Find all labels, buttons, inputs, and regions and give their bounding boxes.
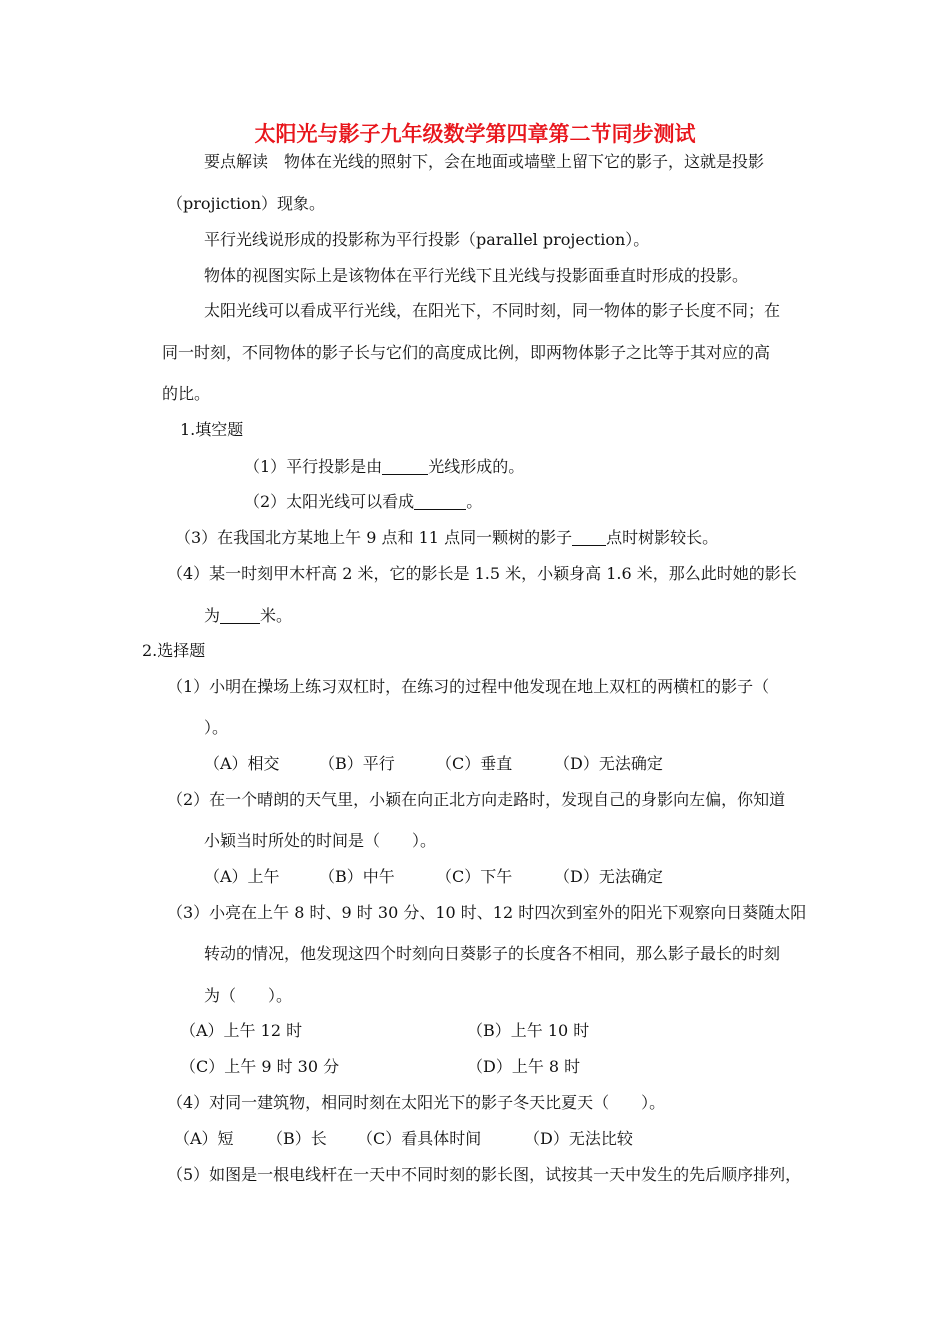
fill-q3-blank: [572, 529, 606, 546]
fill-q1-blank: [382, 458, 428, 475]
intro-line-3: 平行光线说形成的投影称为平行投影（parallel projection）。: [204, 230, 650, 249]
choice-q3-option-d: （D）上午 8 时: [467, 1057, 581, 1076]
choice-question-5: （5）如图是一根电线杆在一天中不同时刻的影长图，试按其一天中发生的先后顺序排列，: [167, 1165, 802, 1184]
choice-q1-option-a: （A）相交: [204, 754, 280, 773]
choice-question-3-cont-2: 为（ ）。: [204, 986, 293, 1005]
intro-line-5: 太阳光线可以看成平行光线，在阳光下，不同时刻，同一物体的影子长度不同；在: [204, 301, 781, 320]
choice-q4-option-c: （C）看具体时间: [357, 1129, 482, 1148]
choice-q1-option-c: （C）垂直: [436, 754, 513, 773]
choice-q2-option-a: （A）上午: [204, 867, 280, 886]
choice-q1-option-b: （B）平行: [319, 754, 395, 773]
choice-question-1: （1）小明在操场上练习双杠时，在练习的过程中他发现在地上双杠的两横杠的影子（: [167, 677, 770, 696]
choice-question-3-cont-1: 转动的情况，他发现这四个时刻向日葵影子的长度各不相同，那么影子最长的时刻: [204, 944, 781, 963]
choice-question-1-cont: ）。: [204, 718, 229, 737]
choice-question-2-cont: 小颖当时所处的时间是（ ）。: [204, 831, 437, 850]
choice-question-3: （3）小亮在上午 8 时、9 时 30 分、10 时、12 时四次到室外的阳光下观察向日葵随太阳: [167, 903, 807, 922]
fill-q2-text-a: （2）太阳光线可以看成: [244, 492, 415, 511]
choice-q2-option-b: （B）中午: [319, 867, 395, 886]
fill-question-4: （4）某一时刻甲木杆高 2 米，它的影长是 1.5 米，小颖身高 1.6 米，那么此时她的影长: [167, 564, 797, 583]
intro-line-1: 要点解读 物体在光线的照射下，会在地面或墙壁上留下它的影子，这就是投影: [204, 152, 765, 171]
choice-q3-option-a: （A）上午 12 时: [180, 1021, 303, 1040]
document-title: 太阳光与影子九年级数学第四章第二节同步测试: [254, 121, 696, 146]
fill-q1-text-b: 光线形成的。: [428, 457, 525, 476]
choice-q1-option-d: （D）无法确定: [554, 754, 663, 773]
intro-line-6: 同一时刻，不同物体的影子长与它们的高度成比例，即两物体影子之比等于其对应的高: [162, 343, 771, 362]
section-fill-heading: 1.填空题: [180, 420, 244, 439]
fill-question-3: [175, 528, 718, 548]
intro-line-2: （projiction）现象。: [167, 194, 326, 213]
fill-question-1: [244, 457, 524, 477]
intro-line-7: 的比。: [162, 384, 211, 403]
fill-q3-text-a: （3）在我国北方某地上午 9 点和 11 点同一颗树的影子: [175, 528, 573, 547]
fill-q2-blank: [414, 493, 466, 510]
fill-q3-text-b: 点时树影较长。: [606, 528, 719, 547]
choice-q2-option-d: （D）无法确定: [554, 867, 663, 886]
fill-q4-blank: [220, 607, 260, 624]
choice-q4-option-b: （B）长: [267, 1129, 327, 1148]
fill-q4-text-b: 为: [204, 606, 221, 625]
choice-q3-option-c: （C）上午 9 时 30 分: [180, 1057, 340, 1076]
fill-q2-text-b: 。: [466, 492, 483, 511]
choice-question-2: （2）在一个晴朗的天气里，小颖在向正北方向走路时，发现自己的身影向左偏，你知道: [167, 790, 786, 809]
fill-question-2: [244, 492, 482, 512]
choice-q2-option-c: （C）下午: [436, 867, 513, 886]
section-choice-heading: 2.选择题: [142, 641, 206, 660]
intro-line-4: 物体的视图实际上是该物体在平行光线下且光线与投影面垂直时形成的投影。: [204, 266, 749, 285]
choice-q4-option-a: （A）短: [174, 1129, 234, 1148]
fill-question-4-cont: [204, 606, 292, 626]
choice-q4-option-d: （D）无法比较: [524, 1129, 633, 1148]
choice-question-4: （4）对同一建筑物，相同时刻在太阳光下的影子冬天比夏天（ ）。: [167, 1093, 666, 1112]
fill-q1-text-a: （1）平行投影是由: [244, 457, 383, 476]
choice-q3-option-b: （B）上午 10 时: [467, 1021, 590, 1040]
fill-q4-text-c: 米。: [260, 606, 293, 625]
